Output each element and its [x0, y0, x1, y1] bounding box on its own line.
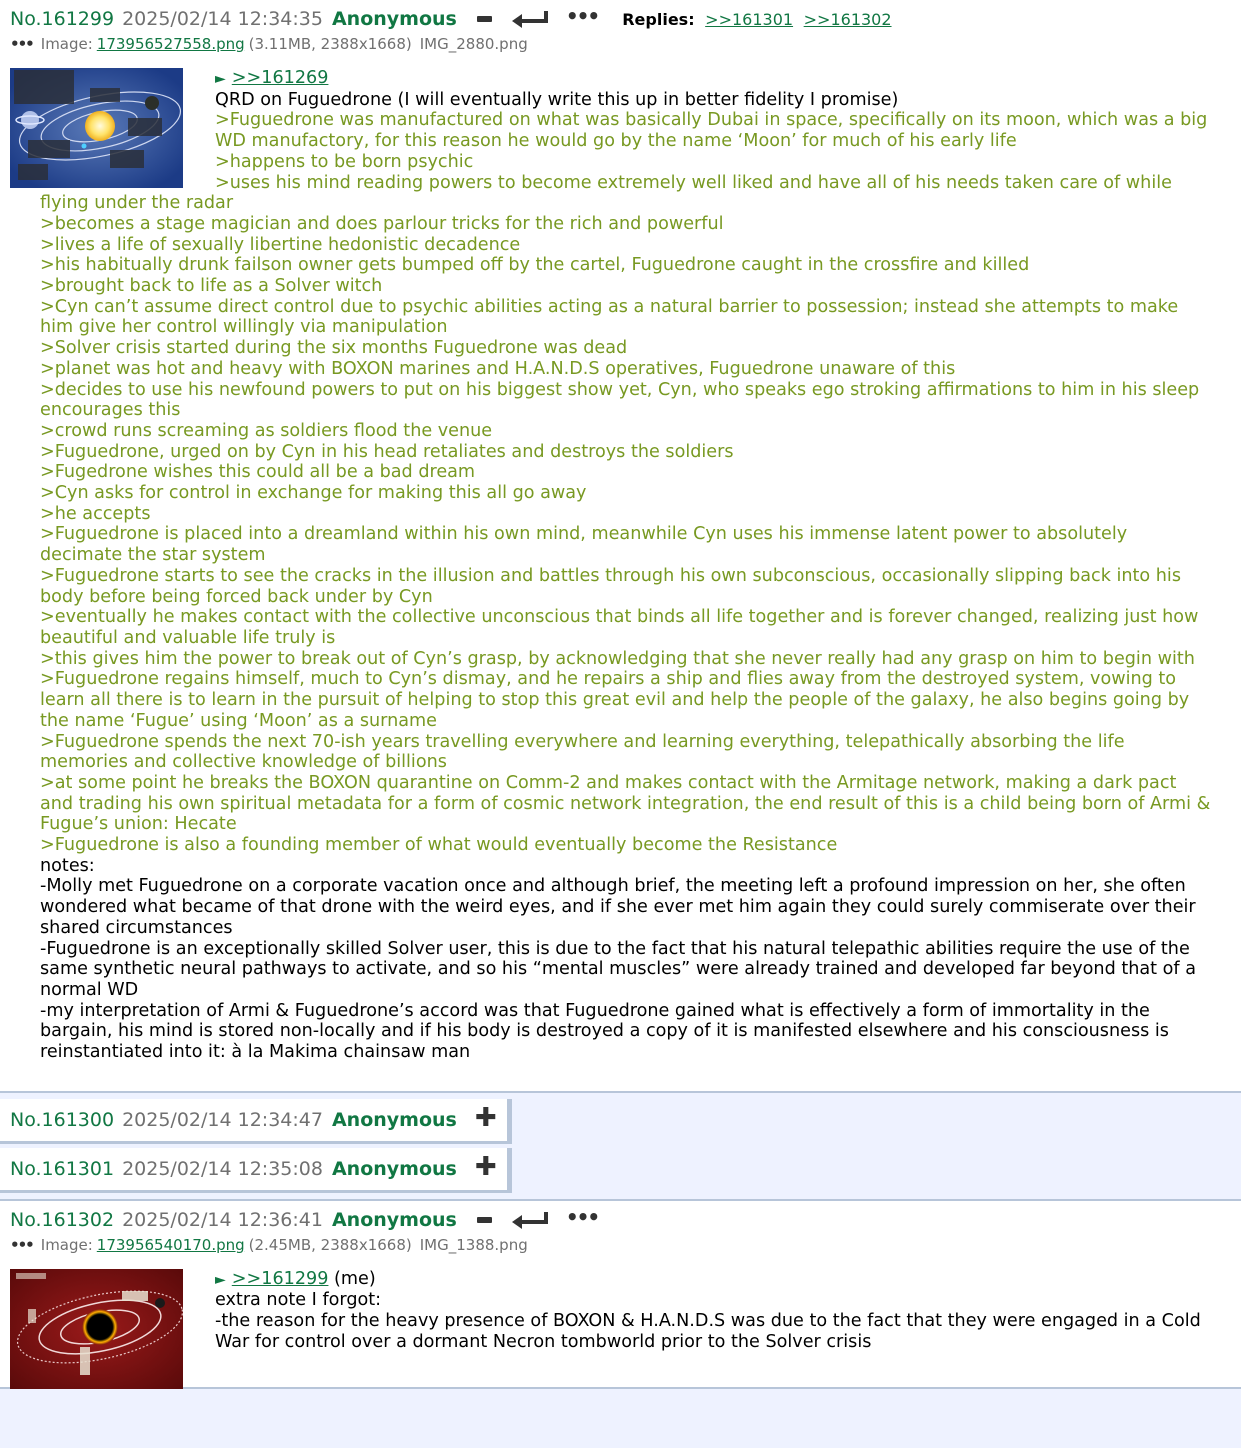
- post-number[interactable]: No.161302: [10, 1208, 115, 1231]
- thumbnail-black-hole[interactable]: [10, 1269, 183, 1389]
- greentext-line: >happens to be born psychic: [215, 151, 474, 172]
- greentext-line: >Fuguedrone starts to see the cracks in the illusion and battles through his own subconscious, occasionally slipping back into his body before being forced back under by Cyn: [40, 565, 1181, 607]
- greentext-line: >planet was hot and heavy with BOXON marines and H.A.N.D.S operatives, Fuguedrone unaware of this: [40, 358, 956, 379]
- text-line: -the reason for the heavy presence of BOXON & H.A.N.D.S was due to the fact that they were engaged in a Cold War for control over a dormant Necron tombworld prior to the Solver crisis: [215, 1311, 1201, 1352]
- post-date: 2025/02/14 12:34:35: [122, 8, 323, 30]
- post-menu-icon[interactable]: •••: [565, 1204, 599, 1229]
- greentext-line: >at some point he breaks the BOXON quarantine on Comm-2 and makes contact with the Armitage network, making a dark pact and trading his own spiritual metadata for a form of cosmic network integration, the end result of this is a child being born of Armi & Fugue’s union: Hecate: [40, 772, 1211, 835]
- text-line: -Fuguedrone is an exceptionally skilled Solver user, this is due to the fact that his natural telepathic abilities require the use of the same synthetic neural pathways to activate, and so his “mental muscles” were already trained and developed far beyond that of a normal WD: [40, 938, 1196, 1000]
- file-info: [10, 34, 1231, 54]
- post-number[interactable]: No.161301: [10, 1157, 115, 1180]
- collapsed-post-161300: [0, 1093, 1241, 1144]
- expand-post-icon[interactable]: ✚: [474, 1151, 497, 1182]
- poster-name: Anonymous: [331, 1208, 457, 1231]
- greentext-line: >crowd runs screaming as soldiers flood the venue: [40, 420, 493, 441]
- greentext-line: >Solver crisis started during the six months Fuguedrone was dead: [40, 338, 628, 359]
- quote-link[interactable]: >>161299: [231, 1268, 329, 1289]
- greentext-line: >this gives him the power to break out of Cyn’s grasp, by acknowledging that she never really had any grasp on him to begin with: [40, 648, 1195, 669]
- greentext-line: >decides to use his newfound powers to put on his biggest show yet, Cyn, who speaks ego stroking affirmations to him in his sleep encourages this: [40, 379, 1200, 421]
- file-link[interactable]: 173956540170.png: [96, 1235, 245, 1254]
- greentext-line: >Fuguedrone, urged on by Cyn in his head retaliates and destroys the soldiers: [40, 441, 734, 462]
- post-body: [10, 68, 1231, 1091]
- quote-line: [40, 68, 1211, 90]
- reply-arrow-icon[interactable]: [510, 1211, 550, 1229]
- thumbnail-solar-system[interactable]: [10, 68, 183, 188]
- greentext-line: >Cyn asks for control in exchange for making this all go away: [40, 483, 587, 504]
- greentext-line: >Cyn can’t assume direct control due to psychic abilities acting as a natural barrier to possession; instead she attempts to make him give her control willingly via manipulation: [40, 296, 1179, 338]
- quote-suffix: (me): [334, 1268, 376, 1289]
- file-meta: (2.45MB, 2388x1668): [248, 1235, 412, 1254]
- post-number[interactable]: No.161300: [10, 1108, 115, 1131]
- collapsed-post-header[interactable]: [0, 1099, 512, 1144]
- text-line: extra note I forgot:: [215, 1290, 382, 1311]
- post-date: 2025/02/14 12:35:08: [122, 1157, 323, 1180]
- post-header: [10, 6, 1231, 32]
- file-original-name: IMG_1388.png: [419, 1235, 528, 1254]
- text-line: QRD on Fuguedrone (I will eventually write this up in better fidelity I promise): [215, 89, 899, 110]
- file-menu-icon[interactable]: •••: [10, 35, 33, 53]
- hide-post-icon[interactable]: [477, 1217, 492, 1223]
- quote-line: [40, 1269, 1211, 1291]
- greentext-line: >eventually he makes contact with the collective unconscious that binds all life together and is forever changed, realizing just how beautiful and valuable life truly is: [40, 607, 1199, 648]
- greentext-line: >Fugedrone wishes this could all be a bad dream: [40, 462, 476, 483]
- post-text: [40, 1290, 1211, 1352]
- file-label: Image:: [40, 1235, 93, 1254]
- greentext-line: >Fuguedrone is placed into a dreamland within his own mind, meanwhile Cyn uses his immense latent power to absolutely decimate the star system: [40, 524, 1128, 566]
- greentext-line: >Fuguedrone is also a founding member of what would eventually become the Resistance: [40, 835, 838, 856]
- text-line: notes:: [40, 855, 95, 876]
- quote-arrow-icon[interactable]: ►: [215, 71, 226, 87]
- greentext-line: >he accepts: [40, 503, 151, 524]
- replies-label: Replies:: [622, 9, 695, 29]
- greentext-line: >Fuguedrone regains himself, much to Cyn’s dismay, and he repairs a ship and flies away from the destroyed system, vowing to learn all there is to learn in the pursuit of helping to stop this great evil and help the people of the galaxy, he also begins going by the name ‘Fugue’ using ‘Moon’ as a surname: [40, 669, 1190, 731]
- file-menu-icon[interactable]: •••: [10, 1235, 33, 1254]
- poster-name: Anonymous: [331, 1108, 457, 1131]
- post-header: [10, 1204, 1231, 1233]
- post-date: 2025/02/14 12:34:47: [122, 1108, 323, 1131]
- greentext-line: >uses his mind reading powers to become extremely well liked and have all of his needs taken care of while flying under the radar: [40, 172, 1172, 214]
- expand-post-icon[interactable]: ✚: [474, 1102, 497, 1133]
- post-menu-icon[interactable]: •••: [565, 4, 599, 28]
- greentext-line: >brought back to life as a Solver witch: [40, 276, 383, 297]
- file-link[interactable]: 173956527558.png: [96, 35, 245, 53]
- greentext-line: >Fuguedrone spends the next 70-ish years travelling everywhere and learning everything, telepathically absorbing the life memories and collective knowledge of billions: [40, 731, 1125, 773]
- reply-link-161301[interactable]: >>161301: [705, 9, 794, 29]
- file-label: Image:: [40, 35, 93, 53]
- file-original-name: IMG_2880.png: [419, 35, 528, 53]
- file-info: [10, 1235, 1231, 1255]
- post-161302: [0, 1199, 1241, 1389]
- post-text: [40, 90, 1211, 1063]
- poster-name: Anonymous: [331, 8, 457, 30]
- text-line: -my interpretation of Armi & Fuguedrone’s accord was that Fuguedrone gained what is effectively a form of immortality in the bargain, his mind is stored non-locally and if his body is destroyed a copy of it is manifested elsewhere and his consciousness is reinstantiated into it: à la Makima chainsaw man: [40, 1000, 1169, 1063]
- post-number[interactable]: No.161299: [10, 8, 115, 30]
- greentext-line: >becomes a stage magician and does parlour tricks for the rich and powerful: [40, 213, 724, 234]
- greentext-line: >his habitually drunk failson owner gets bumped off by the cartel, Fuguedrone caught in the crossfire and killed: [40, 255, 1030, 276]
- quote-arrow-icon[interactable]: ►: [215, 1271, 226, 1288]
- quote-link[interactable]: >>161269: [231, 68, 329, 88]
- text-line: -Molly met Fuguedrone on a corporate vacation once and although brief, the meeting left a profound impression on her, she often wondered what became of that drone with the weird eyes, and if she ever met him again they could surely commiserate over their shared circumstances: [40, 876, 1196, 938]
- collapsed-post-header[interactable]: [0, 1148, 512, 1193]
- file-meta: (3.11MB, 2388x1668): [248, 35, 412, 53]
- post-date: 2025/02/14 12:36:41: [122, 1208, 323, 1231]
- hide-post-icon[interactable]: [477, 16, 492, 22]
- reply-arrow-icon[interactable]: [510, 10, 550, 28]
- post-body: [10, 1269, 1231, 1387]
- collapsed-post-161301: [0, 1144, 1241, 1193]
- greentext-line: >Fuguedrone was manufactured on what was basically Dubai in space, specifically on its moon, which was a big WD manufactory, for this reason he would go by the name ‘Moon’ for much of his early life: [215, 110, 1208, 152]
- reply-link-161302[interactable]: >>161302: [803, 9, 892, 29]
- greentext-line: >lives a life of sexually libertine hedonistic decadence: [40, 234, 521, 255]
- replies: [622, 10, 891, 29]
- poster-name: Anonymous: [331, 1157, 457, 1180]
